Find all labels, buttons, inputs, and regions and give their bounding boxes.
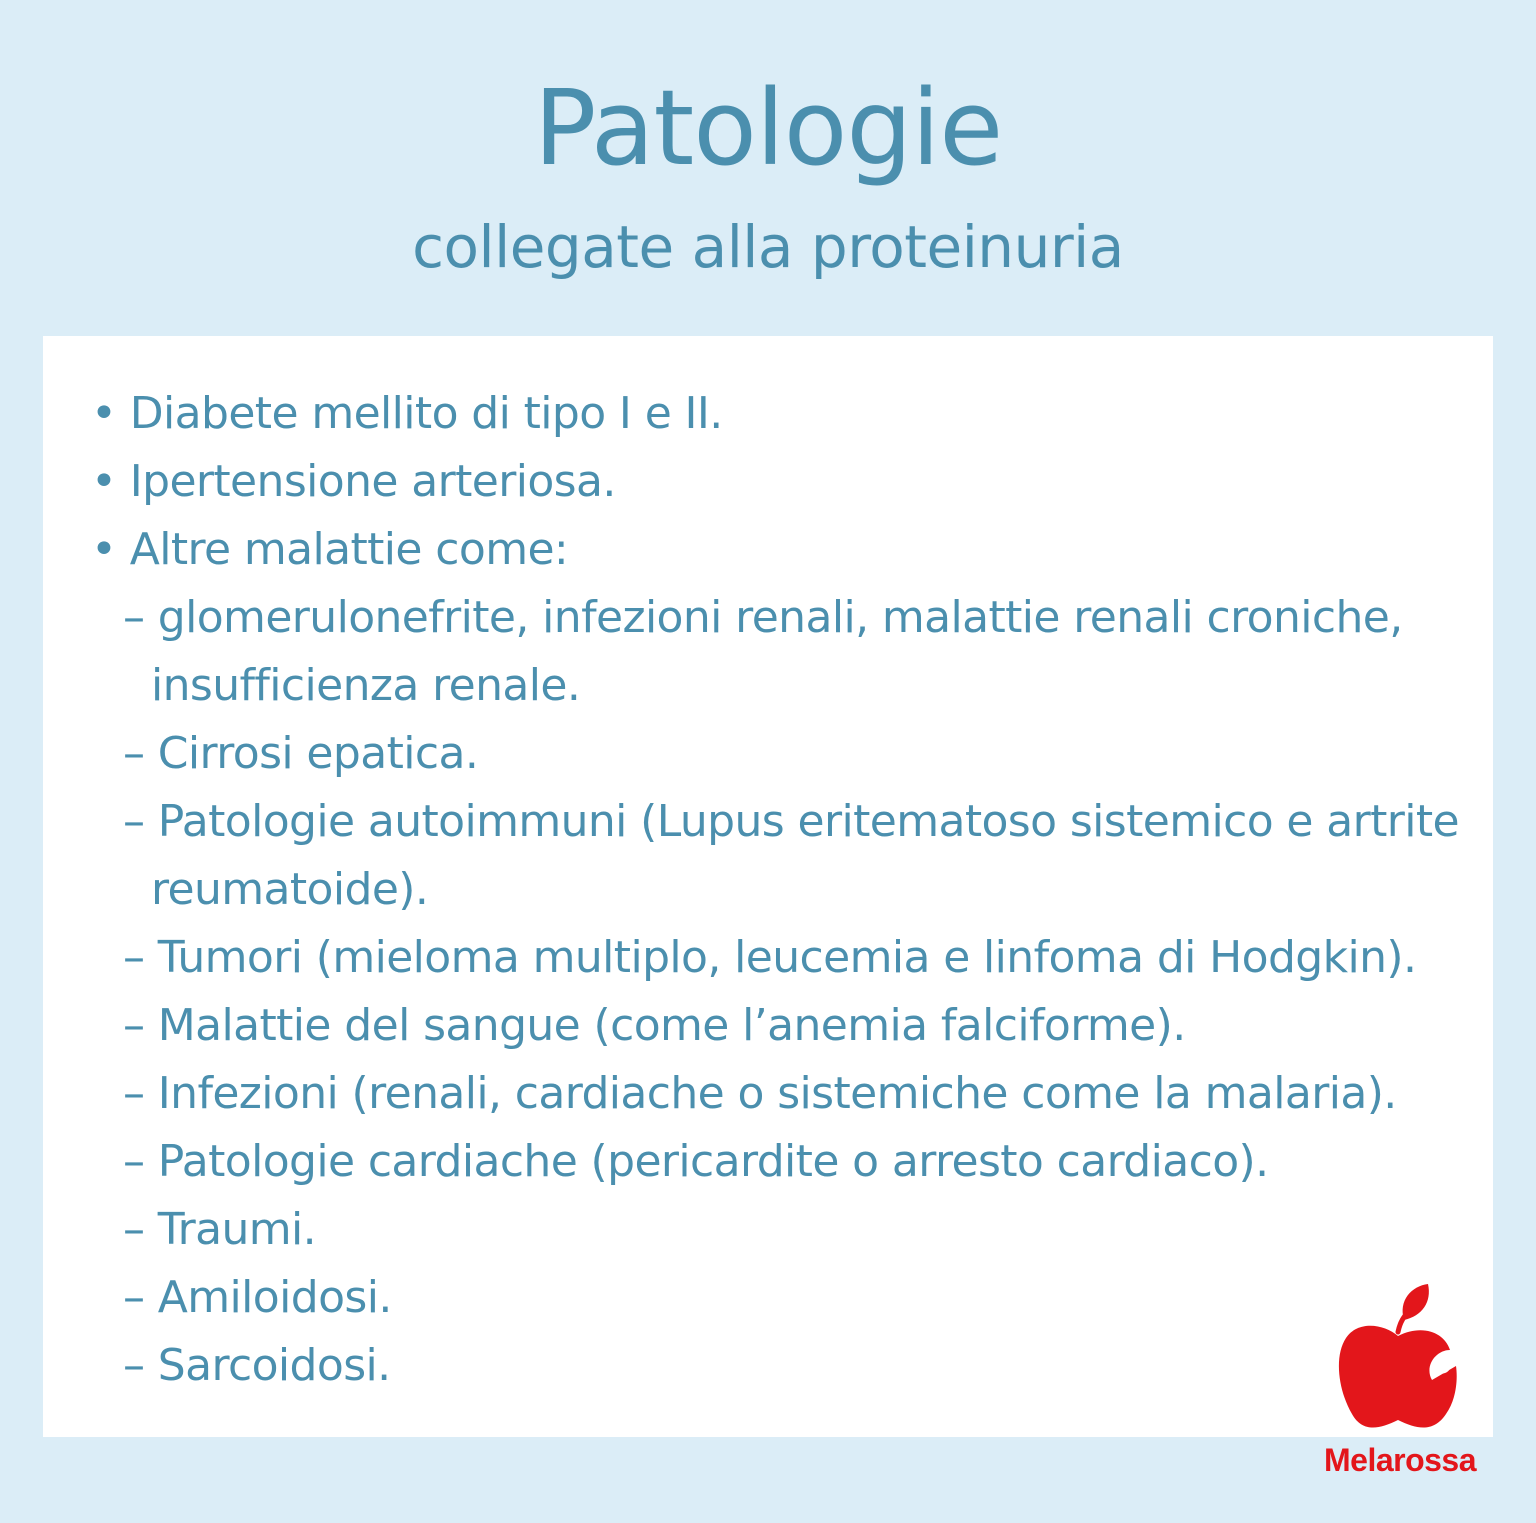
sub-list-item: – Tumori (mieloma multiplo, leucemia e linfoma di Hodgkin). — [123, 932, 1417, 983]
sub-list-item: – Patologie autoimmuni (Lupus eritematoso sistemico e artrite — [123, 796, 1460, 847]
content-card — [43, 336, 1493, 1437]
list-item: • Diabete mellito di tipo I e II. — [91, 388, 723, 439]
sub-list-item: – Infezioni (renali, cardiache o sistemiche come la malaria). — [123, 1068, 1397, 1119]
list-item: • Ipertensione arteriosa. — [91, 456, 616, 507]
page-title: Patologie — [533, 67, 1003, 189]
sub-list-item: – Cirrosi epatica. — [123, 728, 479, 779]
sub-list-item: – Patologie cardiache (pericardite o arresto cardiaco). — [123, 1136, 1269, 1187]
brand-name: Melarossa — [1323, 1442, 1477, 1478]
sub-list-item-continuation: reumatoide). — [151, 864, 429, 915]
sub-list-item: – Malattie del sangue (come l’anemia falciforme). — [123, 1000, 1186, 1051]
sub-list-item: – Traumi. — [123, 1204, 317, 1255]
page-subtitle: collegate alla proteinuria — [412, 213, 1124, 281]
sub-list-item: – Sarcoidosi. — [123, 1340, 391, 1391]
sub-list-item: – glomerulonefrite, infezioni renali, malattie renali croniche, — [123, 592, 1403, 643]
sub-list-item-continuation: insufficienza renale. — [151, 660, 581, 711]
sub-list-item: – Amiloidosi. — [123, 1272, 392, 1323]
list-item: • Altre malattie come: — [91, 524, 569, 575]
